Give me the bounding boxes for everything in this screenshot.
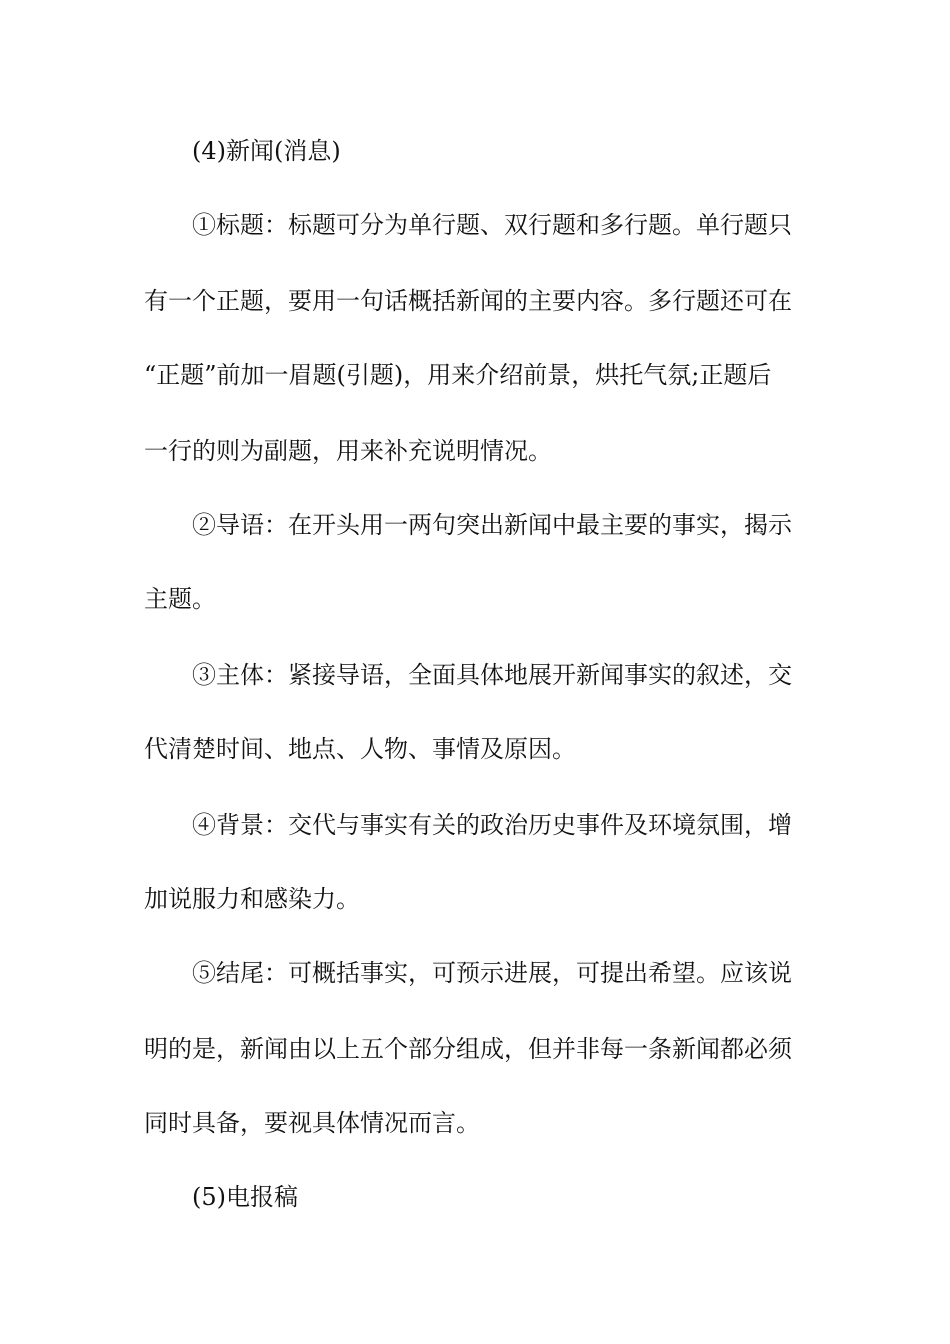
section-heading-telegram: (5)电报稿 bbox=[192, 1183, 298, 1211]
paragraph-line: 同时具备，要视具体情况而言。 bbox=[144, 1109, 480, 1137]
paragraph-line: 代清楚时间、地点、人物、事情及原因。 bbox=[144, 735, 576, 763]
section-heading-news: (4)新闻(消息) bbox=[192, 137, 341, 165]
paragraph-line: 一行的则为副题，用来补充说明情况。 bbox=[144, 437, 552, 465]
paragraph-line: ⑤结尾：可概括事实，可预示进展，可提出希望。应该说 bbox=[192, 959, 792, 987]
paragraph-line: “正题”前加一眉题(引题)，用来介绍前景，烘托气氛;正题后 bbox=[144, 361, 772, 389]
paragraph-line: ③主体：紧接导语，全面具体地展开新闻事实的叙述，交 bbox=[192, 661, 792, 689]
paragraph-line: 主题。 bbox=[144, 585, 216, 613]
paragraph-line: 明的是，新闻由以上五个部分组成，但并非每一条新闻都必须 bbox=[144, 1035, 792, 1063]
paragraph-line: ②导语：在开头用一两句突出新闻中最主要的事实，揭示 bbox=[192, 511, 792, 539]
paragraph-line: ①标题：标题可分为单行题、双行题和多行题。单行题只 bbox=[192, 211, 792, 239]
paragraph-line: ④背景：交代与事实有关的政治历史事件及环境氛围，增 bbox=[192, 811, 792, 839]
paragraph-line: 有一个正题，要用一句话概括新闻的主要内容。多行题还可在 bbox=[144, 287, 792, 315]
paragraph-line: 加说服力和感染力。 bbox=[144, 885, 360, 913]
